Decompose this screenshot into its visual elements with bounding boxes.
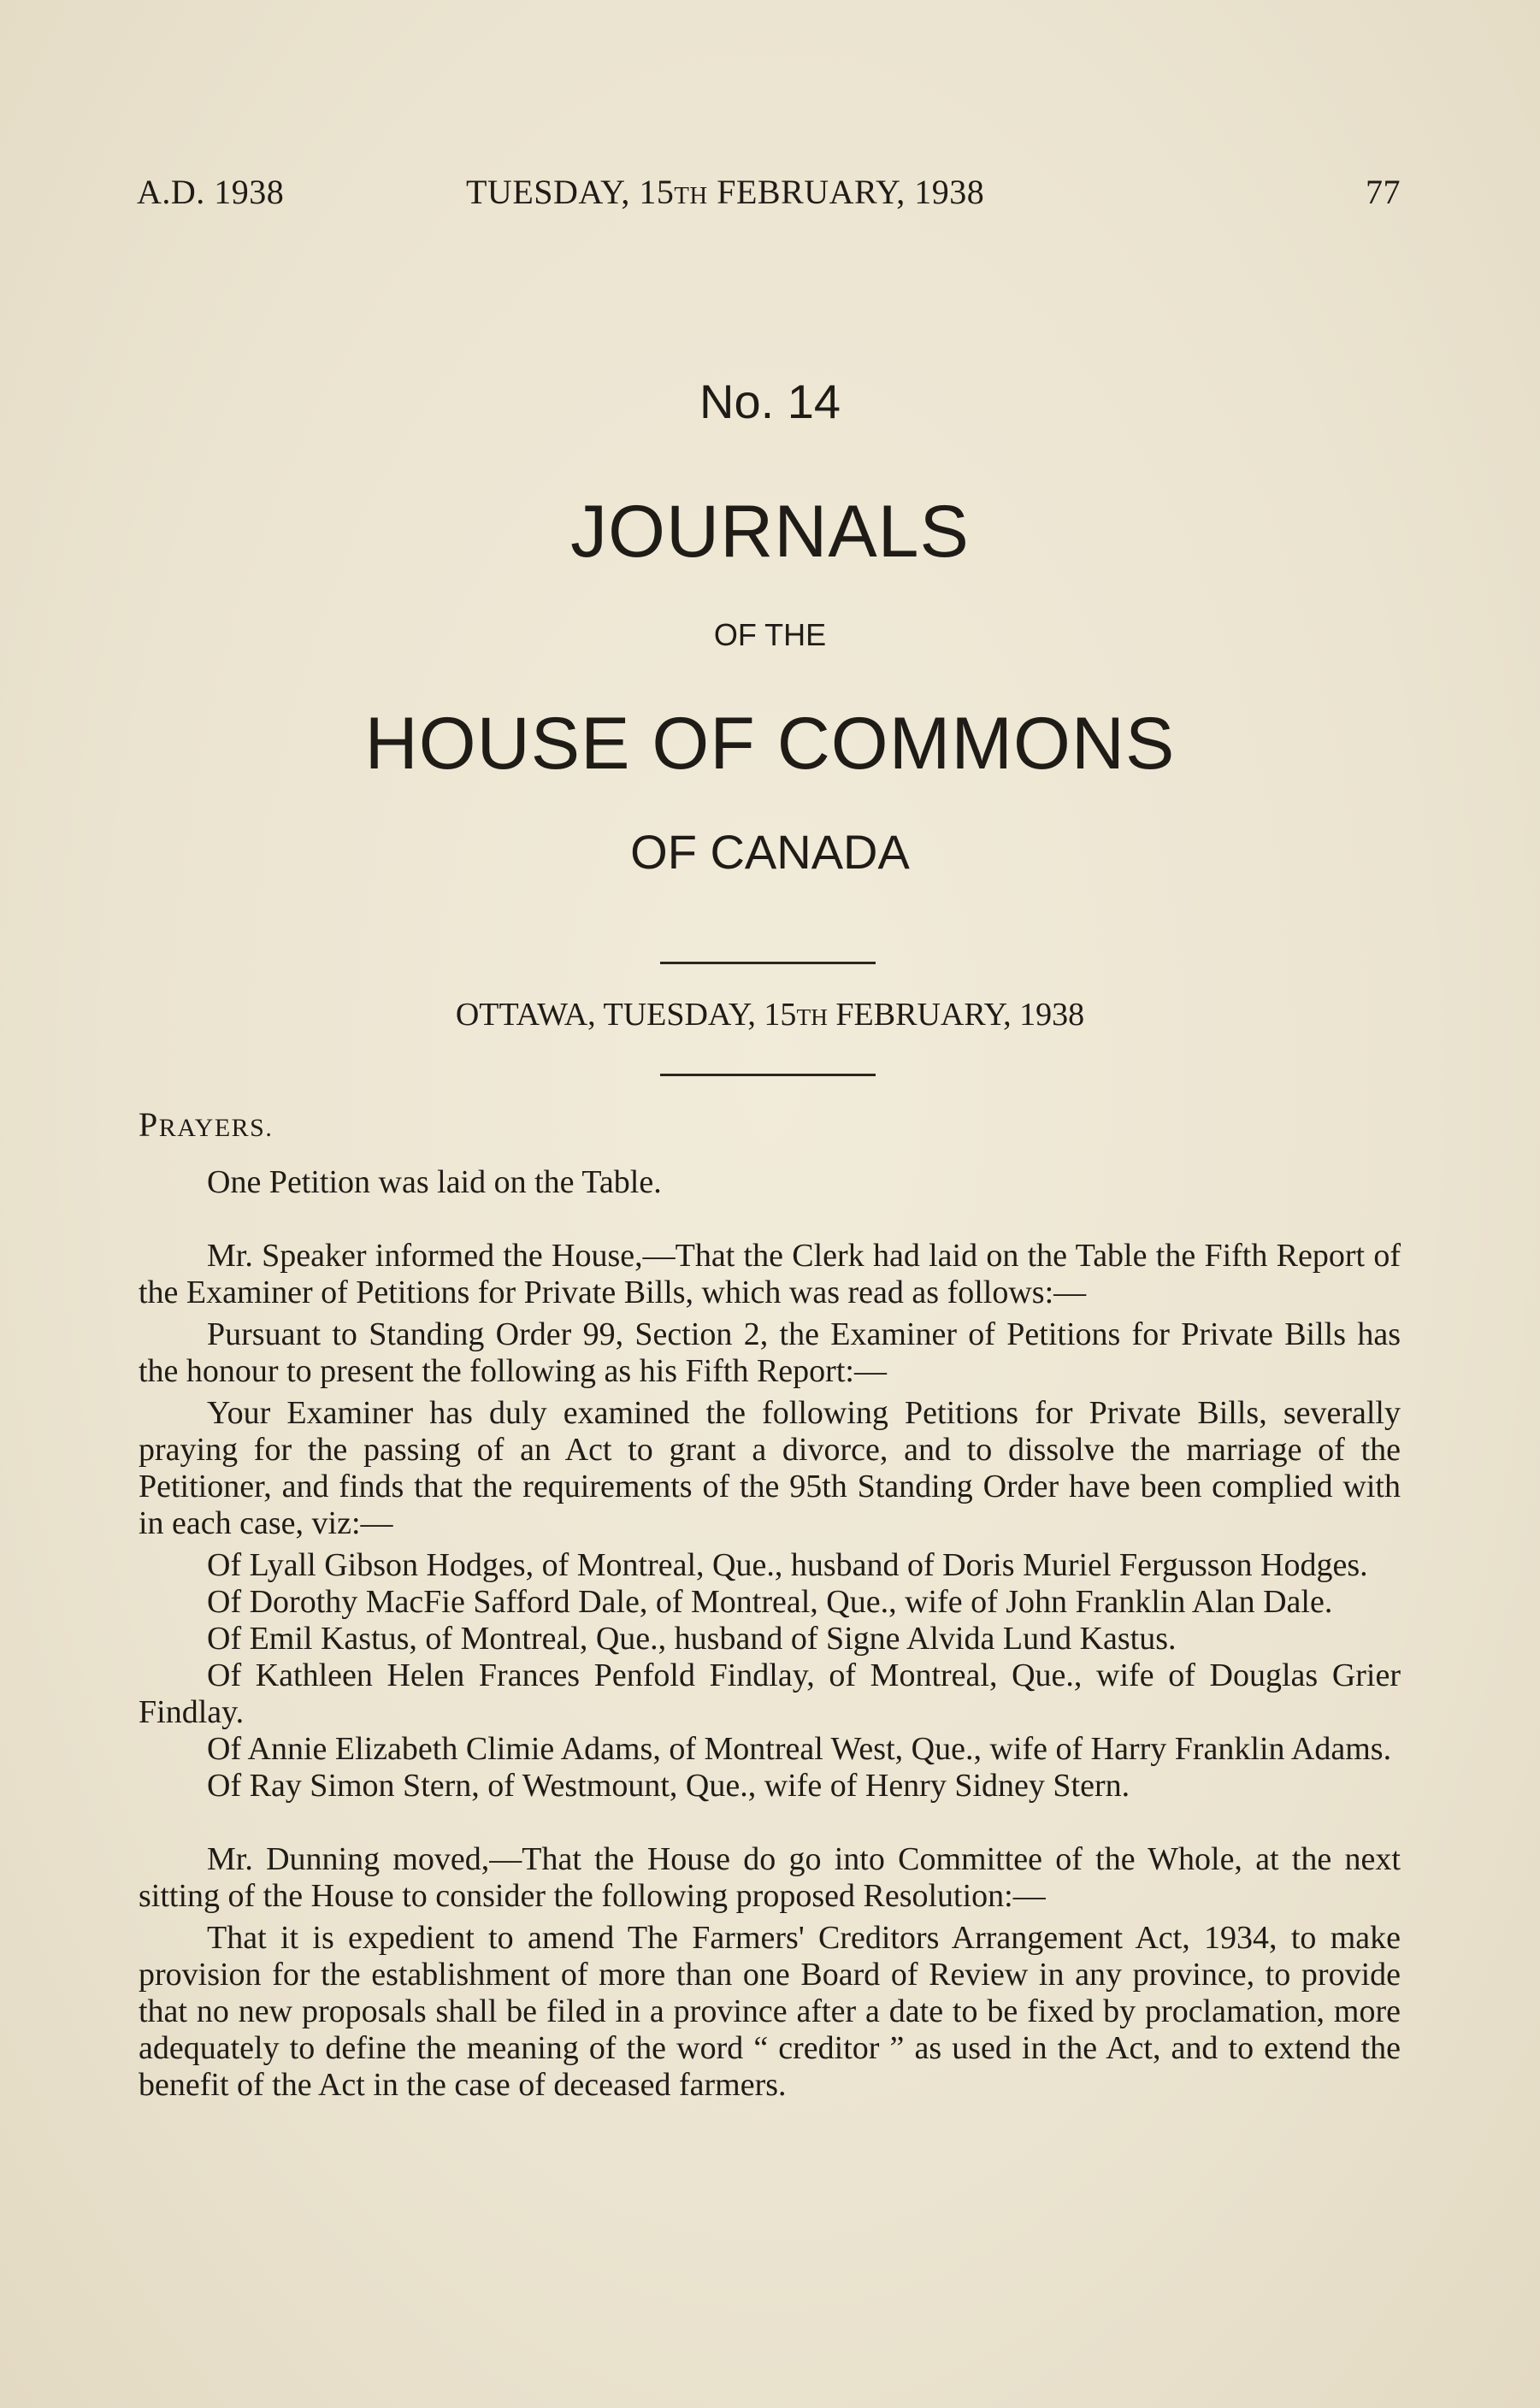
header-year: A.D. 1938 <box>137 173 285 211</box>
header-date-pre: TUESDAY, 15 <box>466 173 675 211</box>
petitioner-item: Of Ray Simon Stern, of Westmount, Que., wife of Henry Sidney Stern. <box>207 1768 1130 1804</box>
resolution-paragraph: That it is expedient to amend The Farmers' Creditors Arrangement Act, 1934, to make provision for the establishment of more than one Board of Review in any province, to provide that no new proposals shall be filed in a province after a date to be fixed by proclamation, more adequately to define the meaning of the word “ creditor ” as used in the Act, and to extend the benefit of the Act in the case of deceased farmers. <box>139 1920 1401 2103</box>
dateline-post: FEBRUARY, 1938 <box>827 997 1085 1033</box>
prayers-heading <box>139 1103 1401 1145</box>
prayers-rest: RAYERS. <box>158 1114 274 1142</box>
dateline-sup: TH <box>796 1004 828 1030</box>
issue-number: No. 14 <box>699 374 841 428</box>
speaker-paragraph: Mr. Speaker informed the House,—That the Clerk had laid on the Table the Fifth Report of the Examiner of Petitions for Private Bills, which was read as follows:— <box>139 1238 1401 1310</box>
journals-title: JOURNALS <box>570 491 970 573</box>
of-the-line: OF THE <box>713 617 827 652</box>
journal-body <box>139 1103 1401 2104</box>
petition-paragraph: One Petition was laid on the Table. <box>207 1164 662 1200</box>
petitioner-item: Of Annie Elizabeth Climie Adams, of Montreal West, Que., wife of Harry Franklin Adams. <box>207 1731 1392 1767</box>
divider-rule-bottom <box>660 1074 876 1076</box>
petitioner-item: Of Emil Kastus, of Montreal, Que., husband of Signe Alvida Lund Kastus. <box>207 1621 1177 1657</box>
header-date-sup: TH <box>674 182 708 209</box>
divider-rule-top <box>660 962 876 964</box>
house-of-commons-title: HOUSE OF COMMONS <box>364 703 1176 785</box>
of-canada-line: OF CANADA <box>630 825 910 879</box>
petitioner-item: Of Lyall Gibson Hodges, of Montreal, Que., husband of Doris Muriel Fergusson Hodges. <box>207 1547 1368 1583</box>
dateline <box>0 993 1540 1039</box>
pursuant-paragraph: Pursuant to Standing Order 99, Section 2, the Examiner of Petitions for Private Bills has the honour to present the following as his Fifth Report:— <box>139 1316 1401 1389</box>
header-date <box>466 171 984 217</box>
header-date-post: FEBRUARY, 1938 <box>707 173 985 211</box>
examiner-paragraph: Your Examiner has duly examined the following Petitions for Private Bills, severally praying for the passing of an Act to grant a divorce, and to dissolve the marriage of the Petitioner, and finds that the requirements of the 95th Standing Order have been complied with in each case, viz:— <box>139 1395 1401 1541</box>
running-head <box>137 171 1401 214</box>
dunning-paragraph: Mr. Dunning moved,—That the House do go into Committee of the Whole, at the next sitting of the House to consider the following proposed Resolution:— <box>139 1841 1401 1914</box>
dateline-pre: OTTAWA, TUESDAY, 15 <box>455 997 797 1033</box>
petitioner-item: Of Kathleen Helen Frances Penfold Findlay, of Montreal, Que., wife of Douglas Grier Findlay. <box>139 1657 1401 1730</box>
prayers-cap: P <box>139 1105 159 1144</box>
page-number: 77 <box>1366 173 1401 211</box>
petitioner-item: Of Dorothy MacFie Safford Dale, of Montreal, Que., wife of John Franklin Alan Dale. <box>207 1584 1333 1620</box>
